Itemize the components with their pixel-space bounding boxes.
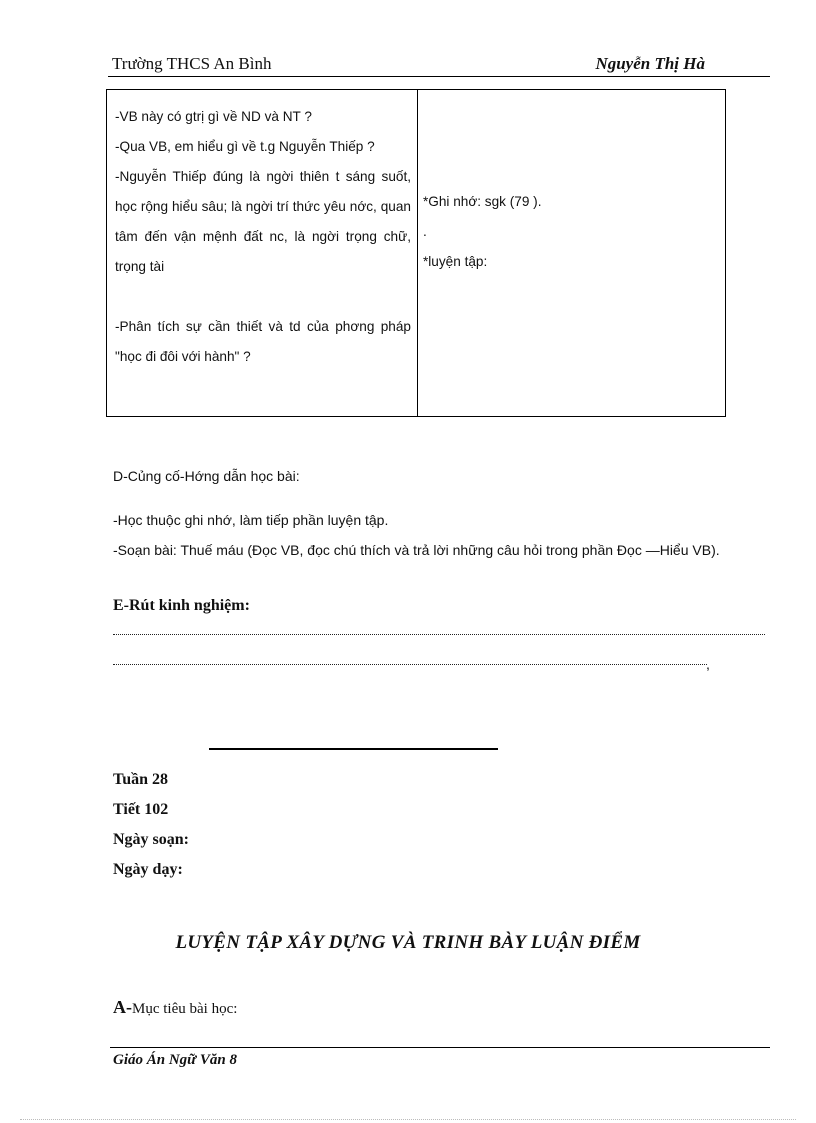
table-line: *Ghi nhớ: sgk (79 ).	[423, 194, 542, 209]
section-d-item: -Học thuộc ghi nhớ, làm tiếp phần luyện tập.	[113, 512, 389, 528]
section-a-text: Mục tiêu bài học:	[132, 1001, 238, 1017]
dotted-line	[113, 664, 707, 665]
prep-date-label: Ngày soạn:	[113, 831, 190, 848]
table-cell-questions	[115, 102, 411, 372]
section-d-heading: D-Củng cố-Hớng dẫn học bài:	[113, 468, 300, 484]
teach-date-label: Ngày dạy:	[113, 861, 183, 878]
line-end-mark: ,	[706, 656, 710, 672]
footer-rule	[110, 1047, 770, 1048]
table-line: -VB này có gtrị gì về ND và NT ?	[115, 109, 312, 124]
section-separator	[209, 748, 498, 750]
header-school: Trường THCS An Bình	[112, 54, 272, 73]
table-line: -Nguyễn Thiếp đúng là ngời thiên t sáng suốt, học rộng hiểu sâu; là ngời trí thức yêu nớc, quan tâm đến vận mệnh đất nc, là ngời trọng chữ, trọng tài	[115, 169, 411, 274]
page-edge	[20, 1119, 796, 1120]
section-d-item: -Soạn bài: Thuế máu (Đọc VB, đọc chú thích và trả lời những câu hỏi trong phần Đọc —Hiểu VB).	[113, 542, 720, 558]
table-line: -Qua VB, em hiểu gì về t.g Nguyễn Thiếp ?	[115, 139, 375, 154]
table-column-divider	[417, 90, 418, 416]
table-cell-notes	[423, 187, 719, 277]
period-label: Tiết 102	[113, 801, 169, 818]
lesson-table	[106, 89, 726, 417]
section-e-heading: E-Rút kinh nghiệm:	[113, 597, 250, 614]
table-gap	[115, 282, 411, 312]
dotted-line	[113, 634, 765, 635]
footer-text: Giáo Án Ngữ Văn 8	[113, 1052, 238, 1068]
lesson-title: LUYỆN TẬP XÂY DỰNG VÀ TRINH BÀY LUẬN ĐIỂM	[175, 932, 641, 953]
section-a-letter: A-	[113, 997, 132, 1017]
table-line: .	[423, 224, 427, 239]
table-line: *luyện tập:	[423, 254, 488, 269]
table-line: -Phân tích sự cần thiết và td của phơng pháp "học đi đôi với hành" ?	[115, 319, 411, 364]
header-rule	[108, 76, 770, 77]
week-label: Tuần 28	[113, 771, 168, 788]
header-author: Nguyễn Thị Hà	[595, 54, 705, 73]
section-a-heading	[113, 997, 237, 1018]
